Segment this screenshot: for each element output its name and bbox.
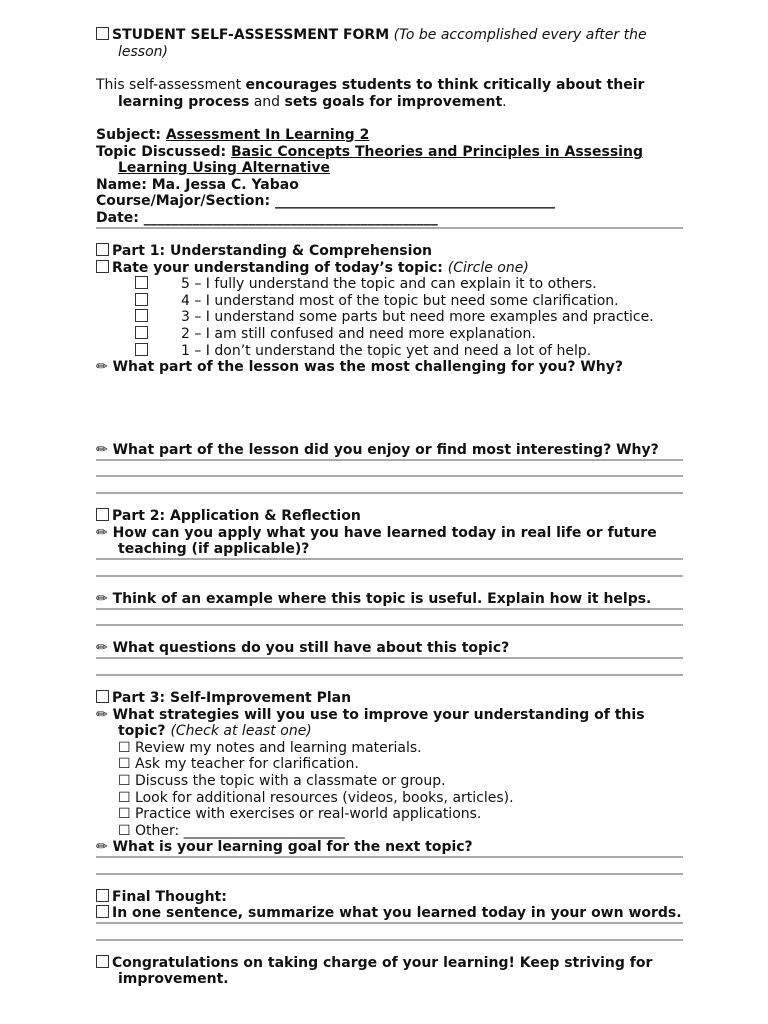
part3-title: Part 3: Self-Improvement Plan [96, 690, 351, 707]
question-remaining: ✏ What questions do you still have about this topic? [96, 640, 510, 656]
pencil-icon [96, 905, 109, 918]
subject-line: Subject: Assessment In Learning 2 [96, 127, 370, 143]
part1-title: Part 1: Understanding & Comprehension [96, 243, 432, 260]
topic-line: Topic Discussed: Basic Concepts Theories and Principles in Assessing [96, 144, 643, 160]
rating-bullet-icon [135, 309, 148, 322]
divider [96, 227, 683, 229]
form-title [96, 27, 647, 44]
question-example: ✏ Think of an example where this topic is useful. Explain how it helps. [96, 591, 652, 607]
final-title: Final Thought: [96, 889, 227, 906]
checkbox-icon: ☐ [118, 756, 131, 772]
form-title-note-cont: lesson) [118, 44, 168, 60]
name-line: Name: Ma. Jessa C. Yabao [96, 177, 299, 193]
checkbox-icon: ☐ [118, 790, 131, 806]
rating-bullet-icon [135, 276, 148, 289]
part2-title: Part 2: Application & Reflection [96, 508, 361, 525]
rating-bullet-icon [135, 326, 148, 339]
answer-line[interactable] [96, 674, 683, 676]
form-title-note: (To be accomplished every after the [393, 27, 647, 43]
strategy-checkbox-review[interactable]: ☐ Review my notes and learning materials. [118, 740, 422, 756]
question-apply: ✏ How can you apply what you have learned today in real life or future [96, 525, 657, 541]
answer-line[interactable] [96, 657, 683, 659]
question-strategies: ✏ What strategies will you use to improve your understanding of this [96, 707, 645, 723]
rating-option-3[interactable]: 3 – I understand some parts but need more examples and practice. [135, 309, 151, 326]
answer-line[interactable] [96, 459, 683, 461]
book-icon [96, 243, 109, 256]
strategy-checkbox-other[interactable]: ☐ Other: _______________________ [118, 823, 345, 839]
checkbox-icon: ☐ [118, 773, 131, 789]
clipboard-icon [96, 27, 109, 40]
answer-line[interactable] [96, 856, 683, 858]
rating-option-4[interactable]: 4 – I understand most of the topic but need some clarification. [135, 293, 151, 310]
form-title-text: STUDENT SELF-ASSESSMENT FORM [112, 27, 390, 43]
answer-line[interactable] [96, 558, 683, 560]
rating-bullet-icon [135, 293, 148, 306]
question-icon [96, 260, 109, 273]
rating-bullet-icon [135, 343, 148, 356]
answer-line[interactable] [96, 575, 683, 577]
intro-paragraph: This self-assessment encourages students to think critically about their [96, 77, 645, 93]
intro-paragraph-cont: learning process and sets goals for improvement. [118, 94, 507, 110]
answer-line[interactable] [96, 608, 683, 610]
answer-line[interactable] [96, 873, 683, 875]
rating-option-1[interactable]: 1 – I don’t understand the topic yet and need a lot of help. [135, 343, 151, 360]
course-line[interactable]: Course/Major/Section: ________________________________________ [96, 193, 555, 209]
lightbulb-icon [96, 508, 109, 521]
subject-value: Assessment In Learning 2 [165, 127, 370, 143]
question-apply-cont: teaching (if applicable)? [118, 541, 310, 557]
answer-line[interactable] [96, 922, 683, 924]
strategy-checkbox-resources[interactable]: ☐ Look for additional resources (videos, books, articles). [118, 790, 514, 806]
answer-line[interactable] [96, 624, 683, 626]
rating-option-2[interactable]: 2 – I am still confused and need more explanation. [135, 326, 151, 343]
closing-message-cont: improvement. [118, 971, 229, 987]
question-enjoy: ✏ What part of the lesson did you enjoy or find most interesting? Why? [96, 442, 659, 458]
checkbox-icon: ☐ [118, 740, 131, 756]
rate-prompt: Rate your understanding of today’s topic: (Circle one) [96, 260, 529, 277]
checkbox-icon: ☐ [118, 806, 131, 822]
celebration-icon [96, 955, 109, 968]
checkbox-icon: ☐ [118, 823, 131, 839]
strategy-checkbox-teacher[interactable]: ☐ Ask my teacher for clarification. [118, 756, 359, 772]
target-icon [96, 690, 109, 703]
answer-line[interactable] [96, 492, 683, 494]
question-goal: ✏ What is your learning goal for the next topic? [96, 839, 473, 855]
topic-value-cont: Learning Using Alternative [118, 160, 331, 176]
closing-message: Congratulations on taking charge of your learning! Keep striving for [96, 955, 652, 972]
answer-line[interactable] [96, 475, 683, 477]
star-icon [96, 889, 109, 902]
topic-value: Basic Concepts Theories and Principles in Assessing [230, 144, 643, 160]
answer-line[interactable] [96, 939, 683, 941]
date-line[interactable]: Date: __________________________________________ [96, 210, 438, 226]
final-question: In one sentence, summarize what you learned today in your own words. [96, 905, 682, 922]
strategy-checkbox-practice[interactable]: ☐ Practice with exercises or real-world applications. [118, 806, 482, 822]
question-challenging: ✏ What part of the lesson was the most challenging for you? Why? [96, 359, 624, 375]
rating-option-5[interactable]: 5 – I fully understand the topic and can explain it to others. [135, 276, 151, 293]
strategy-checkbox-discuss[interactable]: ☐ Discuss the topic with a classmate or group. [118, 773, 446, 789]
question-strategies-cont: topic? (Check at least one) [118, 723, 312, 739]
